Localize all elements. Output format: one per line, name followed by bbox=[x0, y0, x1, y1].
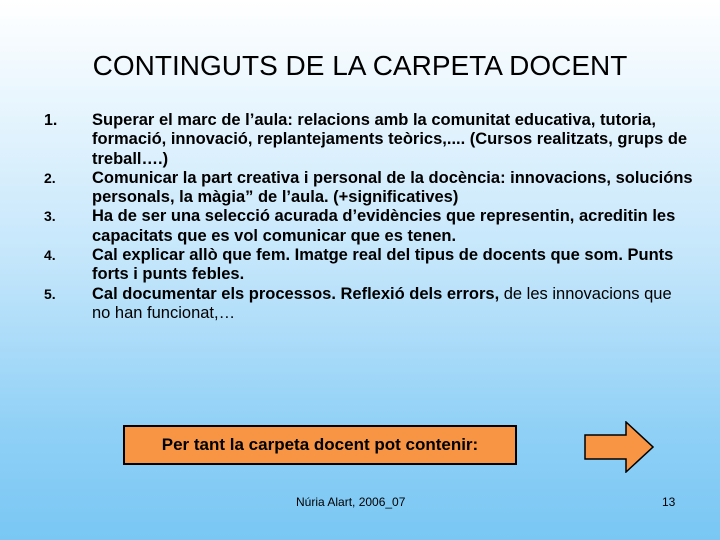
arrow-shape bbox=[585, 422, 653, 472]
item-number: 2. bbox=[44, 169, 56, 186]
page-number: 13 bbox=[662, 495, 676, 509]
callout-text: Per tant la carpeta docent pot contenir: bbox=[161, 435, 479, 454]
item-text: Cal documentar els processos. Reflexió dels errors, de les innovacions que no han funcionat,… bbox=[92, 284, 672, 322]
item-number: 1. bbox=[44, 112, 58, 129]
item-number: 3. bbox=[44, 208, 56, 225]
list-item bbox=[44, 207, 694, 246]
list-item bbox=[44, 246, 694, 285]
list-item bbox=[44, 285, 694, 324]
item-number: 5. bbox=[44, 285, 56, 302]
item-text: Comunicar la part creativa i personal de la docència: innovacions, solucións personals, la màgia” de l’aula. (+significatives) bbox=[92, 168, 693, 207]
list-item bbox=[44, 169, 694, 208]
item-text: Ha de ser una selecció acurada d’evidències que representin, acreditin les capacitats que es vol comunicar que es tenen. bbox=[92, 207, 676, 245]
callout-box bbox=[123, 425, 517, 465]
item-text: Superar el marc de l’aula: relacions amb la comunitat educativa, tutoria, formació, innovació, replantejaments teòrics,.... (Cursos realitzats, grups de treball….) bbox=[92, 111, 688, 168]
item-text: Cal explicar allò que fem. Imatge real del tipus de docents que som. Punts forts i punts febles. bbox=[92, 246, 674, 284]
content-list bbox=[44, 111, 694, 323]
item-number: 4. bbox=[44, 247, 56, 264]
arrow-right-icon bbox=[584, 421, 654, 473]
footer-author: Núria Alart, 2006_07 bbox=[296, 495, 406, 509]
slide-title: CONTINGUTS DE LA CARPETA DOCENT bbox=[92, 50, 628, 81]
list-item bbox=[44, 111, 694, 169]
